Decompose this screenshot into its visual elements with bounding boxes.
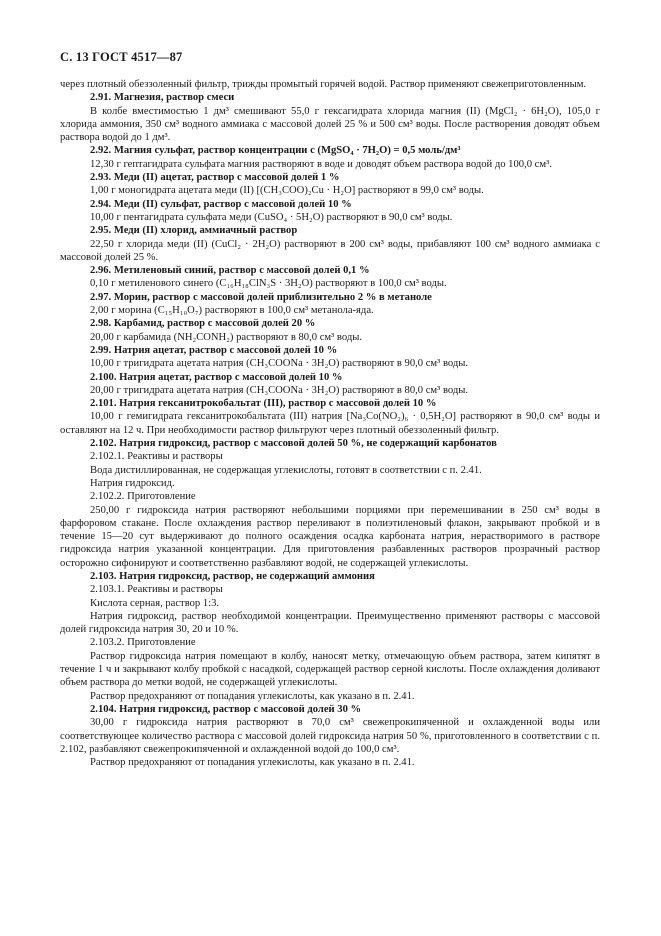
paragraph: 2.103.1. Реактивы и растворы [90, 584, 223, 596]
paragraph: 12,30 г гептагидрата сульфата магния растворяют в воде и доводят объем раствора водой до 100,0 см³. [90, 158, 552, 170]
section-heading: 2.95. Меди (II) хлорид, аммиачный раствор [90, 225, 298, 237]
page-header: С. 13 ГОСТ 4517—87 [60, 50, 183, 64]
paragraph: 20,00 г тригидрата ацетата натрия (CH₃COONa · 3H₂O) растворяют в 80,0 см³ воды. [90, 384, 469, 396]
paragraph: 10,00 г гемигидрата гексанитрокобальтата (III) натрия [Na₃Co(NO₂)₆ · 0,5H₂O] растворяют в 90,0 см³ воды и оставляют на 12 ч. При необходимости раствор фильтруют через плотный обеззоленный фильтр. [60, 411, 600, 436]
paragraph: Натрия гидроксид, раствор необходимой концентрации. Преимущественно применяют растворы с массовой долей гидроксида натрия 30, 20 и 10 %. [60, 610, 600, 636]
section-heading: 2.94. Меди (II) сульфат, раствор с массовой долей 10 % [90, 198, 352, 210]
section-heading: 2.92. Магния сульфат, раствор концентрации с (MgSO₄ · 7H₂O) = 0,5 моль/дм³ [90, 145, 461, 157]
document-body [60, 78, 600, 769]
paragraph: 10,00 г тригидрата ацетата натрия (CH₃COONa · 3H₂O) растворяют в 90,0 см³ воды. [90, 358, 469, 370]
paragraph: 10,00 г пентагидрата сульфата меди (CuSO₄ · 5H₂O) растворяют в 90,0 см³ воды. [90, 211, 453, 223]
section-heading: 2.100. Натрия ацетат, раствор с массовой долей 10 % [90, 371, 343, 383]
section-heading: 2.93. Меди (II) ацетат, раствор с массовой долей 1 % [90, 172, 340, 184]
paragraph: Раствор предохраняют от попадания углекислоты, как указано в п. 2.41. [90, 757, 415, 769]
section-heading: 2.101. Натрия гексанитрокобальтат (III), раствор с массовой долей 10 % [90, 398, 437, 410]
paragraph: 2.102.2. Приготовление [90, 491, 196, 503]
paragraph: через плотный обеззоленный фильтр, трижды промытый горячей водой. Раствор применяют свежеприготовленным. [60, 79, 587, 90]
paragraph: 0,10 г метиленового синего (C₁₆H₁₈ClN₃S · 3H₂O) растворяют в 100,0 см³ воды. [90, 278, 447, 290]
paragraph: 1,00 г моногидрата ацетата меди (II) [(CH₃COO)₂Cu · H₂O] растворяют в 99,0 см³ воды. [90, 185, 484, 197]
paragraph: 20,00 г карбамида (NH₂CONH₂) растворяют в 80,0 см³ воды. [90, 331, 363, 343]
paragraph: 250,00 г гидроксида натрия растворяют небольшими порциями при перемешивании в 250 см³ воды в фарфоровом стакане. После охлаждения раствор переливают в полиэтиленовый флакон, закрывают пробкой и в течение 15—20 сут выдерживают до полного осаждения осадка карбоната натрия, нерастворимого в растворе гидроксида натрия указанной концентрации. Для приготовления разбавленных растворов прозрачный раствор осторожно сифонируют и соответственно разбавляют водой, не содержащей углекислоты. [60, 504, 600, 569]
paragraph: 22,50 г хлорида меди (II) (CuCl₂ · 2H₂O) растворяют в 200 см³ воды, прибавляют 100 см³ водного аммиака с массовой долей 25 %. [60, 238, 600, 263]
paragraph: 2.102.1. Реактивы и растворы [90, 451, 223, 463]
paragraph: 2,00 г морина (C₁₅H₁₀O₇) растворяют в 100,0 см³ метанола-яда. [90, 305, 374, 317]
section-heading: 2.96. Метиленовый синий, раствор с массовой долей 0,1 % [90, 265, 370, 277]
paragraph: 30,00 г гидроксида натрия растворяют в 70,0 см³ свежепрокипяченной и охлажденной воды или соответствующее количество раствора с массовой долей гидроксида натрия 50 %, приготовленного в соответствии с п. 2.102, разбавляют свежепрокипяченной и охлажденной водой до 100,0 см³. [60, 717, 600, 755]
paragraph: Раствор гидроксида натрия помещают в колбу, наносят метку, отмечающую объем раствора, затем кипятят в течение 1 ч и закрывают колбу пробкой с насадкой, содержащей раствор серной кислоты. После охлаждения доливают объем раствора до метки водой, не содержащей углекислоты. [60, 650, 600, 689]
paragraph: Кислота серная, раствор 1:3. [90, 597, 220, 609]
section-heading: 2.104. Натрия гидроксид, раствор с массовой долей 30 % [90, 703, 362, 715]
paragraph: Раствор предохраняют от попадания углекислоты, как указано в п. 2.41. [90, 690, 415, 702]
paragraph: 2.103.2. Приготовление [90, 637, 196, 649]
section-heading: 2.103. Натрия гидроксид, раствор, не содержащий аммония [90, 570, 375, 582]
section-heading: 2.91. Магнезия, раствор смеси [90, 92, 235, 104]
section-heading: 2.98. Карбамид, раствор с массовой долей 20 % [90, 318, 316, 330]
paragraph: Натрия гидроксид. [90, 477, 175, 489]
paragraph: В колбе вместимостью 1 дм³ смешивают 55,0 г гексагидрата хлорида магния (II) (MgCl₂ · 6H₂O), 105,0 г хлорида аммония, 350 см³ водного аммиака с массовой долей 25 % и 500 см³ воды. После растворения доводят объем раствора водой до 1 дм³. [60, 105, 600, 144]
section-heading: 2.97. Морин, раствор с массовой долей приблизительно 2 % в метаноле [90, 291, 432, 303]
section-heading: 2.99. Натрия ацетат, раствор с массовой долей 10 % [90, 344, 338, 356]
paragraph: Вода дистиллированная, не содержащая углекислоты, готовят в соответствии с п. 2.41. [90, 464, 482, 476]
section-heading: 2.102. Натрия гидроксид, раствор с массовой долей 50 %, не содержащий карбонатов [90, 438, 497, 450]
